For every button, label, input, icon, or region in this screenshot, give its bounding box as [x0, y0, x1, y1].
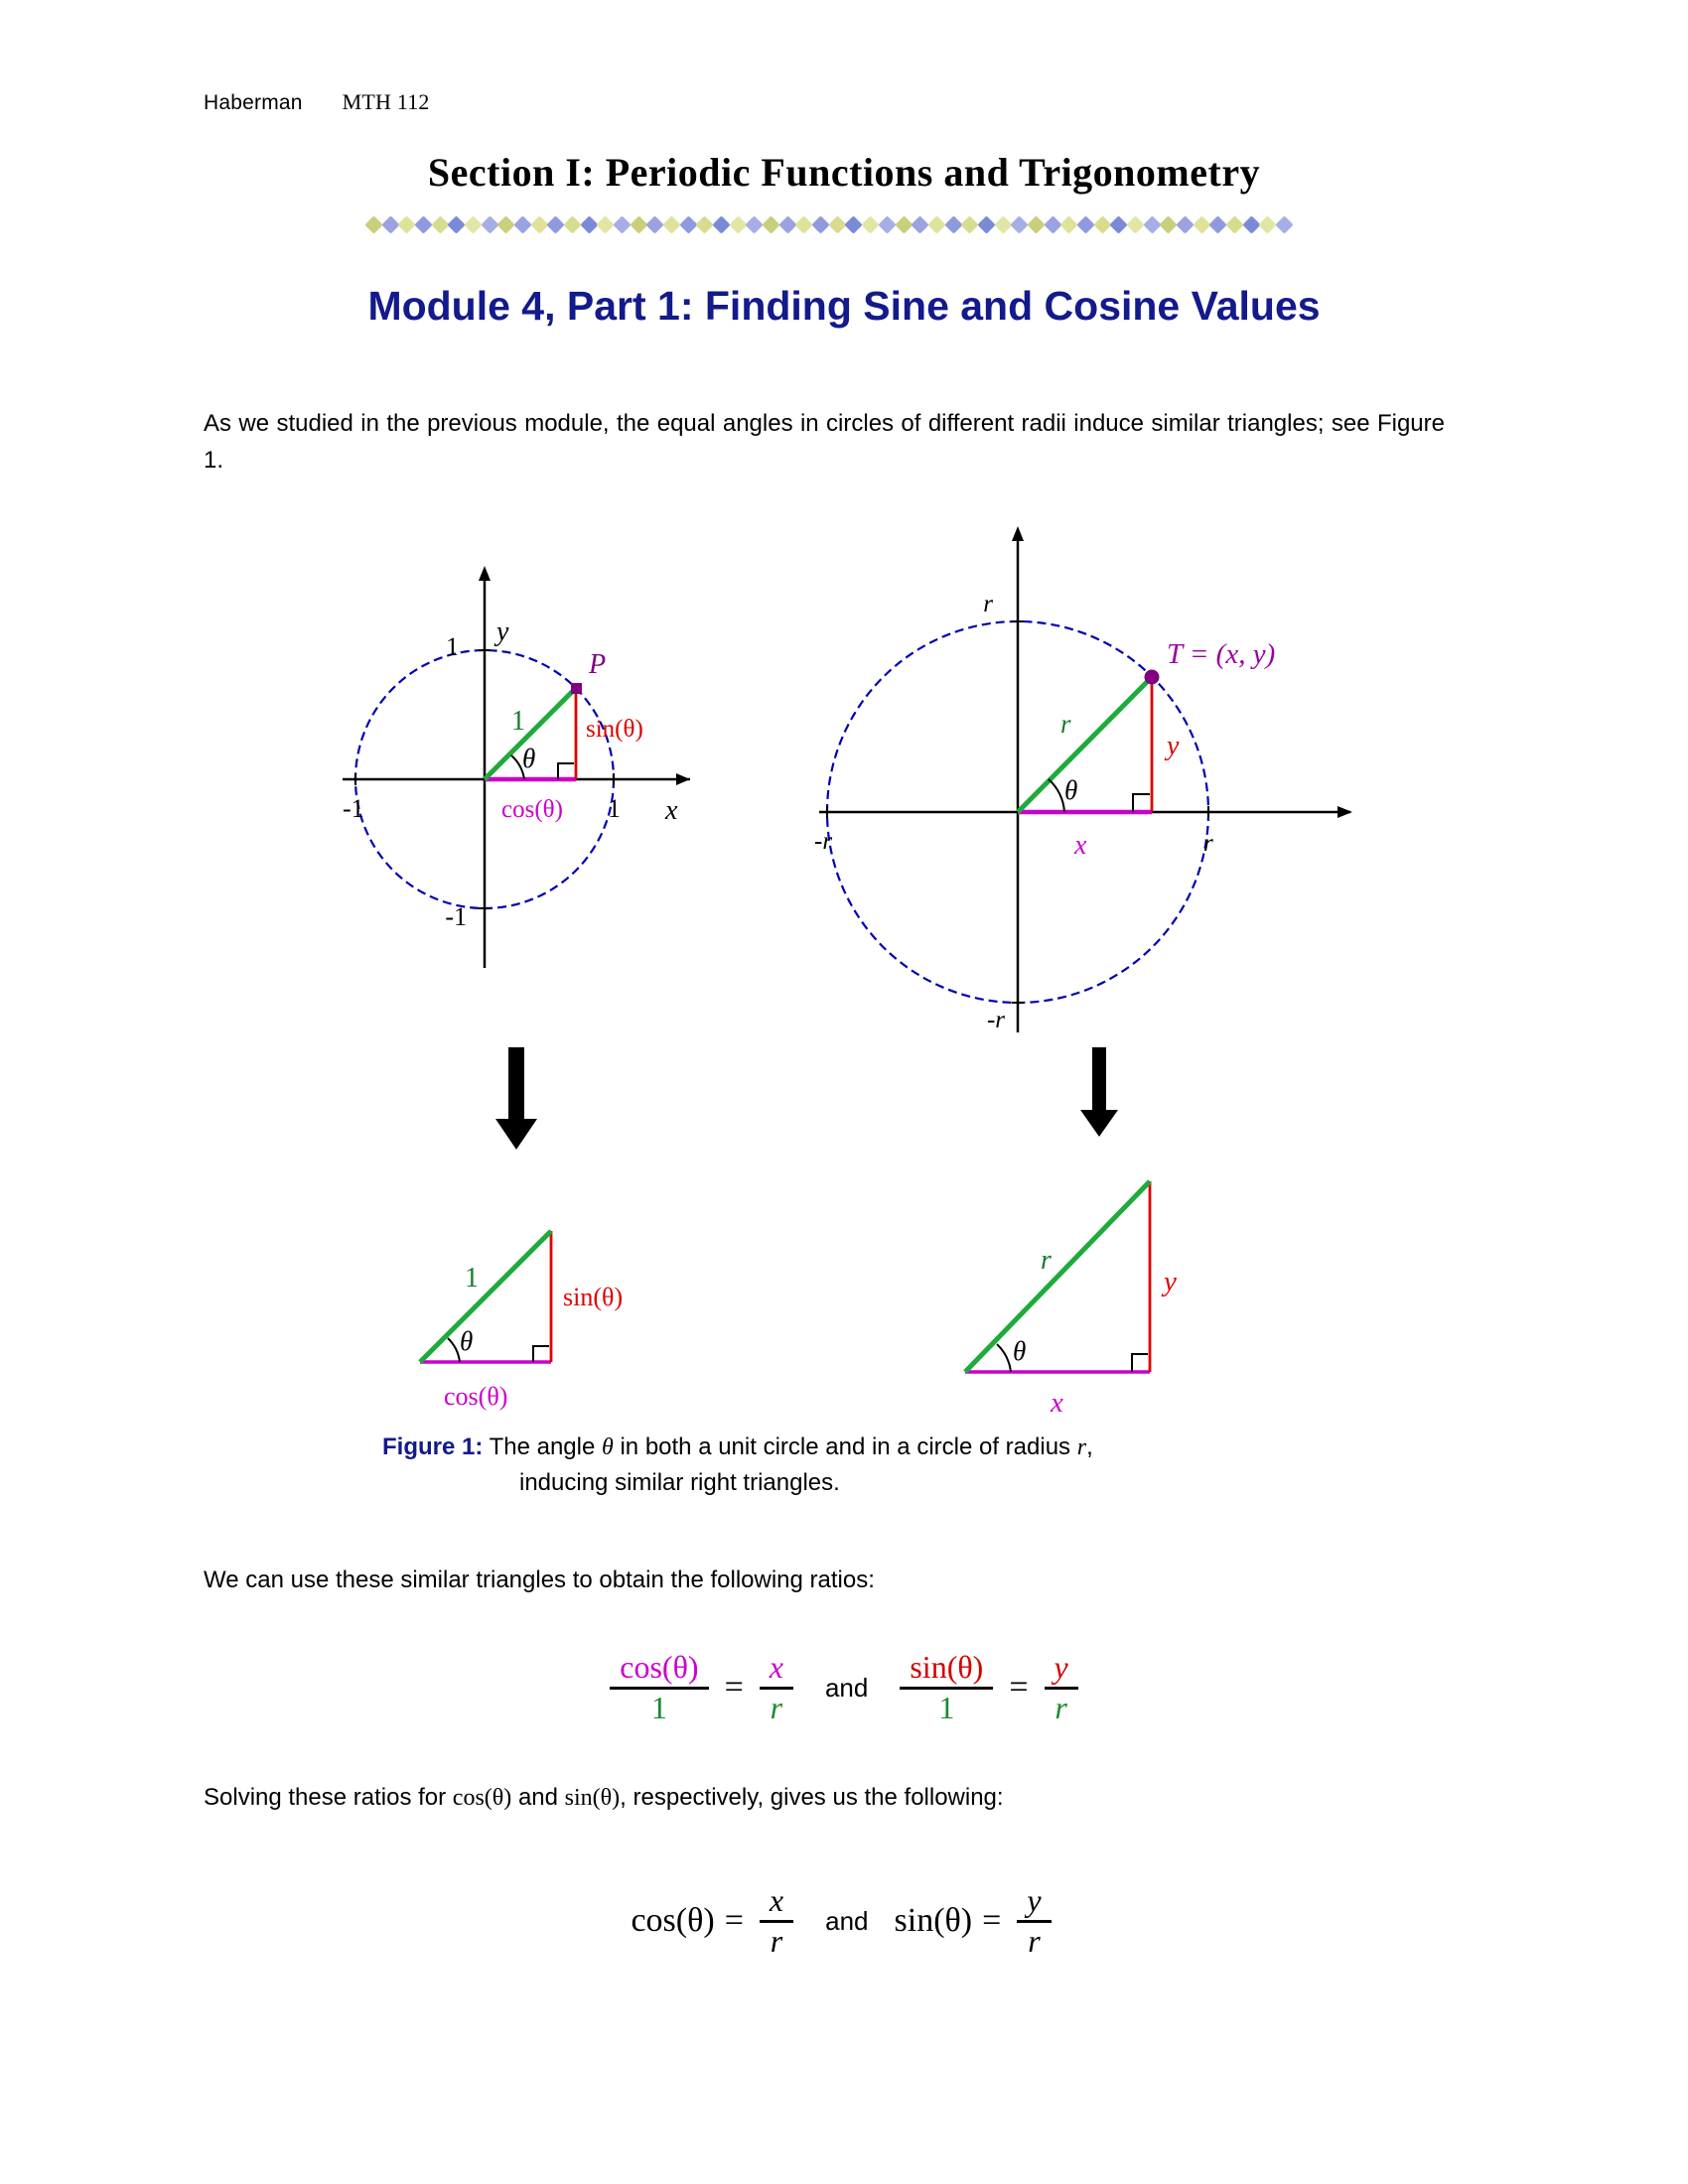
diamond-icon	[563, 215, 581, 233]
point-p-marker	[571, 683, 582, 694]
fraction-y-over-r	[1017, 1881, 1051, 1959]
figure-1	[0, 516, 1688, 1509]
diamond-icon	[662, 215, 680, 233]
fraction-denominator: r	[770, 1922, 783, 1959]
cos-label: cos(θ)	[501, 796, 563, 823]
diamond-icon	[464, 215, 482, 233]
diamond-icon	[746, 215, 764, 233]
figure-caption-line2: inducing similar right triangles.	[519, 1469, 840, 1496]
diamond-icon	[960, 215, 978, 233]
cos-function: cos(θ)	[631, 1902, 715, 1939]
point-t-label: T = (x, y)	[1167, 638, 1276, 670]
solving-text-c: , respectively, gives us the following:	[620, 1784, 1004, 1811]
point-t-marker	[1145, 670, 1160, 685]
diamond-icon	[1143, 215, 1161, 233]
down-arrow-right	[1077, 1047, 1121, 1139]
diamond-icon	[431, 215, 449, 233]
page-header	[204, 89, 430, 115]
diamond-icon	[547, 215, 565, 233]
diamond-icon	[1225, 215, 1243, 233]
figure-caption-theta: θ	[602, 1434, 614, 1460]
diamond-icon	[994, 215, 1012, 233]
x-label: x	[1074, 830, 1087, 861]
fraction-numerator: x	[769, 1648, 783, 1685]
x-axis-arrowhead	[676, 773, 690, 785]
diamond-icon	[497, 215, 515, 233]
diamond-icon	[811, 215, 829, 233]
angle-label: θ	[1064, 775, 1078, 805]
diamond-icon	[977, 215, 995, 233]
sin-label: sin(θ)	[586, 716, 643, 743]
diamond-icon	[1126, 215, 1144, 233]
figure-caption-label: Figure 1:	[382, 1433, 484, 1460]
diamond-icon	[414, 215, 432, 233]
right-angle-marker	[558, 763, 574, 779]
x-tick-pos-label: 1	[608, 794, 621, 823]
diamond-icon	[795, 215, 813, 233]
diamond-icon	[1076, 215, 1094, 233]
fraction-denominator: r	[1028, 1922, 1041, 1959]
diamond-icon	[1242, 215, 1260, 233]
x-label: x	[1051, 1387, 1063, 1419]
hypotenuse-segment	[420, 1231, 551, 1362]
diamond-icon	[613, 215, 631, 233]
solving-text-a: Solving these ratios for	[204, 1784, 447, 1811]
diamond-divider	[367, 212, 1291, 236]
right-angle-marker	[533, 1346, 549, 1362]
fraction-numerator: y	[1027, 1881, 1042, 1918]
header-author: Haberman	[204, 91, 303, 114]
solving-text-b: and	[517, 1784, 558, 1811]
y-axis-arrowhead	[1012, 526, 1024, 541]
figure-caption-comma: ,	[1086, 1433, 1093, 1460]
unit-triangle-diagram	[412, 1201, 700, 1420]
diamond-icon	[911, 215, 928, 233]
diamond-icon	[597, 215, 615, 233]
equals-sign-left: =	[724, 1902, 744, 1939]
diamond-icon	[381, 215, 399, 233]
y-tick-neg-label: -r	[986, 1007, 1005, 1033]
diamond-icon	[1209, 215, 1227, 233]
intro-paragraph: As we studied in the previous module, the equal angles in circles of different radii induce similar triangles; see Figure 1.	[204, 410, 1445, 474]
right-angle-marker	[1132, 1354, 1148, 1372]
fraction-y-over-r	[1045, 1648, 1078, 1725]
diamond-icon	[1275, 215, 1293, 233]
diamond-icon	[1027, 215, 1045, 233]
module-title: Module 4, Part 1: Finding Sine and Cosine Values	[367, 283, 1321, 329]
diamond-icon	[1093, 215, 1111, 233]
diamond-icon	[944, 215, 962, 233]
diamond-icon	[398, 215, 416, 233]
y-label: y	[1167, 731, 1180, 761]
x-tick-pos-label: r	[1203, 830, 1213, 857]
diamond-icon	[1193, 215, 1210, 233]
angle-arc	[448, 1338, 460, 1362]
figure-caption-r: r	[1076, 1434, 1087, 1460]
ratios-paragraph: We can use these similar triangles to obtain the following ratios:	[204, 1567, 875, 1593]
fraction-denominator: 1	[650, 1689, 667, 1725]
y-axis-label: y	[496, 616, 509, 647]
solving-paragraph	[204, 1779, 1445, 1817]
header-course: MTH 112	[342, 89, 430, 114]
radius-triangle-diagram	[953, 1152, 1281, 1420]
equals-sign-right: =	[982, 1902, 1002, 1939]
hypotenuse-label: r	[1060, 709, 1071, 739]
diamond-icon	[448, 215, 466, 233]
angle-label: θ	[1013, 1336, 1027, 1366]
x-tick-neg-label: -1	[343, 794, 364, 823]
fraction-denominator: r	[1055, 1689, 1067, 1725]
x-axis-arrowhead	[1337, 806, 1352, 818]
fraction-x-over-r	[760, 1881, 793, 1959]
figure-caption-text-a: The angle	[489, 1433, 596, 1460]
diamond-icon	[1160, 215, 1178, 233]
angle-arc	[997, 1344, 1011, 1372]
right-angle-marker	[1133, 794, 1150, 812]
equals-sign-left: =	[724, 1669, 744, 1706]
conjunction-and: and	[825, 1905, 869, 1936]
diamond-icon	[712, 215, 730, 233]
hypotenuse-segment	[965, 1181, 1150, 1372]
fraction-numerator: cos(θ)	[620, 1648, 699, 1685]
diamond-icon	[878, 215, 896, 233]
fraction-sin-over-one	[900, 1648, 993, 1725]
angle-label: θ	[522, 744, 536, 773]
cos-label: cos(θ)	[444, 1382, 508, 1411]
hypotenuse-label: 1	[465, 1263, 479, 1294]
diamond-icon	[861, 215, 879, 233]
unit-circle-diagram	[338, 516, 725, 983]
angle-label: θ	[460, 1326, 474, 1356]
y-tick-pos-label: r	[983, 591, 993, 617]
diamond-icon	[1176, 215, 1194, 233]
point-p-label: P	[589, 649, 607, 680]
diamond-icon	[513, 215, 531, 233]
fraction-numerator: y	[1054, 1648, 1068, 1685]
fraction-numerator: sin(θ)	[910, 1648, 984, 1685]
fraction-x-over-r	[760, 1648, 793, 1725]
hypotenuse-label: r	[1041, 1245, 1052, 1276]
radius-circle-diagram	[814, 516, 1390, 1042]
down-arrow-left	[492, 1047, 541, 1152]
fraction-denominator: 1	[938, 1689, 955, 1725]
diamond-icon	[696, 215, 714, 233]
fraction-numerator: x	[769, 1881, 784, 1918]
diamond-icon	[1259, 215, 1277, 233]
solving-sin: sin(θ)	[564, 1785, 621, 1811]
sin-function: sin(θ)	[894, 1902, 973, 1939]
figure-caption	[382, 1430, 1395, 1501]
diamond-icon	[1060, 215, 1078, 233]
sin-label: sin(θ)	[563, 1283, 624, 1311]
down-arrow-icon	[495, 1047, 537, 1150]
down-arrow-icon	[1080, 1047, 1118, 1137]
y-axis-arrowhead	[479, 566, 491, 581]
x-axis-label: x	[665, 795, 678, 826]
diamond-icon	[1011, 215, 1029, 233]
diamond-icon	[1110, 215, 1128, 233]
diamond-icon	[845, 215, 863, 233]
y-tick-pos-label: 1	[446, 632, 459, 661]
figure-caption-text-b: in both a unit circle and in a circle of radius	[620, 1433, 1071, 1460]
fraction-cos-over-one	[610, 1648, 708, 1725]
diamond-icon	[762, 215, 779, 233]
diamond-icon	[481, 215, 498, 233]
hypotenuse-label: 1	[511, 706, 525, 737]
equation-solved	[0, 1866, 1688, 1976]
diamond-icon	[646, 215, 664, 233]
diamond-icon	[364, 215, 382, 233]
radius-segment	[1018, 677, 1152, 812]
angle-arc	[1049, 779, 1064, 812]
diamond-icon	[927, 215, 945, 233]
x-tick-neg-label: -r	[814, 828, 833, 855]
fraction-denominator: r	[770, 1689, 783, 1725]
diamond-icon	[1044, 215, 1061, 233]
solving-cos: cos(θ)	[452, 1785, 512, 1811]
equals-sign-right: =	[1009, 1669, 1029, 1706]
y-label: y	[1164, 1266, 1177, 1297]
equation-ratios	[0, 1633, 1688, 1742]
y-tick-neg-label: -1	[445, 902, 467, 931]
section-title: Section I: Periodic Functions and Trigonometry	[427, 150, 1261, 195]
diamond-icon	[895, 215, 913, 233]
conjunction-and: and	[824, 1672, 869, 1703]
